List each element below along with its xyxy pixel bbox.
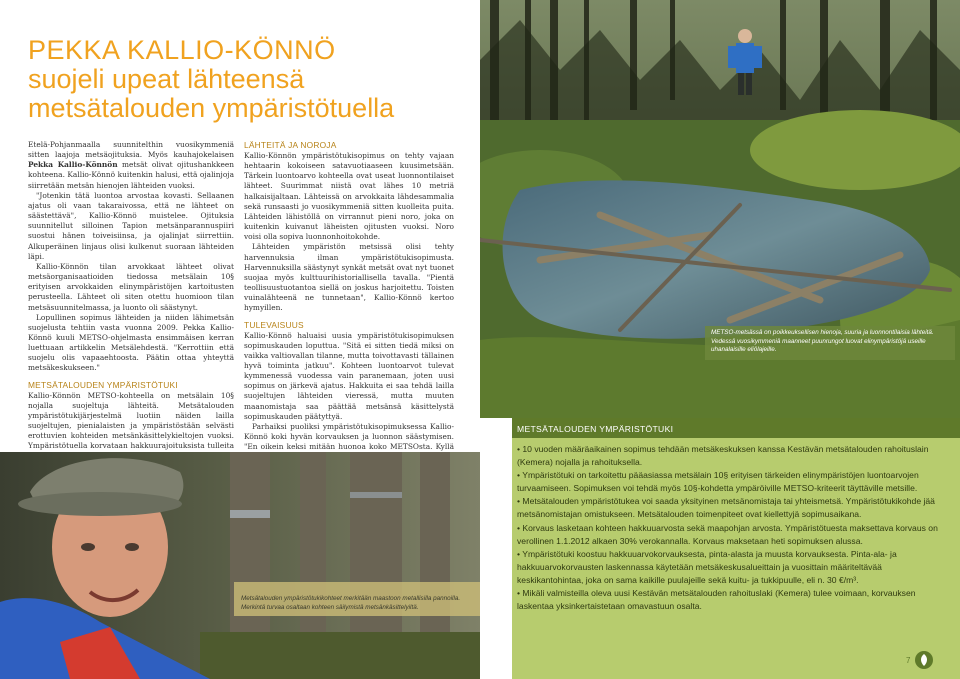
list-item-text: Metsätalouden ympäristötukea voi saada yksityinen metsänomistaja tai yhteismetsä. Ympäristötukikohde jää metsänomistajan omistukseen. Metsätalouden toimenpiteet ovat kiellettyjä sopimusaikana. <box>517 496 935 520</box>
subheading-tulevaisuus: TULEVAISUUS <box>244 319 304 330</box>
info-box-title: METSÄTALOUDEN YMPÄRISTÖTUKI <box>517 424 674 434</box>
forest-photo-caption: METSO-metsässä on poikkeuksellisen hienoja, suuria ja luonnontilaisia lähteitä. Vedessä vuosikymmeniä maanneet puunrungot luovat elinympäristöjä useille uhanalaisille eliölajeille. <box>705 326 955 360</box>
paragraph: Lopullinen sopimus lähteiden ja niiden lähimetsän suojelusta tehtiin vasta vuonna 2009. Pekka Kallio-Könnö kuuli METSO-ohjelmasta ensimmäisen kerran luettuaan artikkelin Metsälehdestä. "Kerrottiin että suojelu olis vapaaehtoosta. Päätin ottaa yhteyttä metsäkeskukseen." <box>28 312 234 373</box>
headline-line-3: metsätalouden ympäristötuella <box>28 93 395 123</box>
list-item: • 10 vuoden määräaikainen sopimus tehdään metsäkeskuksen kanssa Kestävän metsätalouden rahoituslain (Kemera) nojalla ja rahoituksella. <box>517 444 929 468</box>
intro-text-b: metsät olivat ojitushankkeen kohteena. Kallio-Könnö kuitenkin halusi, että ojalinjoja siirretään metsän hienojen lähteiden vuoksi. <box>28 160 234 190</box>
article-column-middle <box>244 140 454 493</box>
paragraph: Kallio-Könnön ympäristötukisopimus on tehty vajaan hehtaarin kokoiseen satavuotiaaseen kuusimetsään. Tärkein luontoarvo kohteella ovat useat luonnontilaiset lähteet. Suurimmat niistä ovat lähes 10 metriä halkaisijaltaan. Lähteissä on arvokkaita lähdesammalia sekä runsaasti jo vuosikymmeniä sitten kuolleita puita. Lähteiden lähistöllä on virrannut pieni noro, joka on kuitenkin kuivanut läheisten ojitusten vuoksi. Noro voisi olla sopiva luonnonhoitokohde. <box>244 151 454 242</box>
list-item-text: Korvaus lasketaan kohteen hakkuuarvosta sekä maapohjan arvosta. Ympäristötuesta maksettava korvaus on verollinen 1.1.2012 alkaen 30% verokannalla. Korvaus maksetaan heti sopimuksen alussa. <box>517 522 938 546</box>
headline-line-2: suojeli upeat lähteensä <box>28 64 305 94</box>
list-item-text: Ympäristötuki on tarkoitettu pääasiassa metsälain 10§ erityisen tärkeiden elinympäristöjen luontoarvojen turvaamiseen. Sopimuksen voi tehdä myös 10§-kohdetta ympäröiville METSO-kriteerit täyttäville metsille. <box>517 470 919 494</box>
page-number: 7 <box>906 656 911 665</box>
paragraph: Lähteiden ympäristön metsissä olisi tehty harvennuksia ilman ympäristötukisopimusta. Harvennuksilla säästynyt synkät metsät ovat nyt tuonet suojaa myös kulttuurihistoriallisella tavalla. "Pientä teollisuustuotantoa siellä on joskus harjoitettu. Toisten vuinalähteenä ne tunnetaan", Kallio-Könnö kertoo hymyillen. <box>244 242 454 313</box>
paragraph: Parhaiksi puoliksi ympäristötukisopimuksessa Kallio-Könnö koki hyvän korvauksen ja luonnon säästymisen. "En oikein keksi mitään huonoa koko METSOsta. Kyllä <box>244 421 454 452</box>
article-headline <box>28 36 448 123</box>
paragraph: Kallio-Könnö haluaisi uusia ympäristötukisopimuksen sopimuskauden loputtua. "Sitä ei sitten tiedä miksi on vaikka valtiovallan tilanne, mutta toivottavasti tällainen hyvä toiminta jatkuu". Kohteen luontoarvot tulevat kymmenessä vuodessa vain paranemaan, joten uusi sopimus on järkevä ajatus. Hakkuita ei saa tehdä lailla suojeltujen lähteiden vieressä, mutta muuten maanomistaja saa päättää metsänsä käsittelystä sopimuskauden päätyttyä. <box>244 330 454 421</box>
paragraph: Kallio-Könnön METSO-kohteella on metsälain 10§ nojalla suojeltuja lähteitä. Metsätalouden ympäristötukijärjestelmä luotiin näiden lailla suojeltujen, pienialaisten ja ympäristöstään selvästi erottuvien kohteiden metsänkäsittelykieltojen vuoksi. Ympäristötuella korvataan hakkuurajoituksista tulleita <box>28 390 234 451</box>
portrait-photo-caption: Metsätalouden ympäristötukikohteet merkitään maastoon metallisilla pannoilla. Merkintä turvaa osaltaan kohteen säilymistä metsänkäsittelyiltä. <box>234 582 480 616</box>
intro-text-a: Etelä-Pohjanmaalla suunnitelthin vuosikymmeniä sitten laajoja metsäojituksia. Myös kauhajokelaisen <box>28 140 234 160</box>
paragraph: "Jotenkin tätä luontoa arvostaa kovasti. Sellaanen ajatus oli vaan takaraivossa, että ne lähteet on säästettävä", Kallio-Könnö muistelee. Ojituksia suunnitellut silloinen Tapion metsänparannuspiiri suostui hänen toiveisiinsa, ja ojalinjat siirrettiin. Alkuperäinen linjaus olisi kulkenut suoraan lähteiden läpi. <box>28 190 234 261</box>
paragraph: Kallio-Könnön tilan arvokkaat lähteet olivat metsäorganisaatioiden tiedossa metsälain 10§ erityisen arvokkaiden elinympäristöjen kartoitusten perusteella. Lähteet oli siten otettu huomioon tilan metsäsuunnitelmassa, ja luonto oli säästynyt. <box>28 261 234 312</box>
subheading-ymparistotuki: METSÄTALOUDEN YMPÄRISTÖTUKI <box>28 379 178 390</box>
intro-paragraph <box>28 140 234 191</box>
list-item: • Ympäristötuki koostuu hakkuuarvokorvauksesta, pinta-alasta ja muusta korvauksesta. Pinta-ala- ja hakkuuarvokorvausten laskennassa käytetään metsäkeskusalueittain ja vuosittain määriteltävää keskikantohintaa, joka on sama kaikille puulajeille sekä kuitu- ja tukkipuulle, eli n. 30 €/m³. <box>517 548 897 585</box>
list-item-text: Ympäristötuki koostuu hakkuuarvokorvauksesta, pinta-alasta ja muusta korvauksesta. Pinta-ala- ja hakkuuarvokorvausten laskennassa käytetään metsäkeskusalueittain ja vuosittain määriteltävää keskikantohintaa, joka on sama kaikille puulajeille sekä kuitu- ja tukkipuulle, eli n. 30 €/m³. <box>517 548 897 585</box>
list-item: • Ympäristötuki on tarkoitettu pääasiassa metsälain 10§ erityisen tärkeiden elinympäristöjen luontoarvojen turvaamiseen. Sopimuksen voi tehdä myös 10§-kohdetta ympäröiville METSO-kriteerit täyttäville metsille. <box>517 470 919 494</box>
list-item: • Metsätalouden ympäristötukea voi saada yksityinen metsänomistaja tai yhteismetsä. Ympäristötukikohde jää metsänomistajan omistukseen. Metsätalouden toimenpiteet ovat kiellettyjä sopimusaikana. <box>517 496 935 520</box>
intro-person-name: Pekka Kallio-Könnön <box>28 160 118 170</box>
list-item-text: 10 vuoden määräaikainen sopimus tehdään metsäkeskuksen kanssa Kestävän metsätalouden rahoituslain (Kemera) nojalla ja rahoituksella. <box>517 444 929 468</box>
info-box-list <box>517 443 949 613</box>
portrait-illustration <box>0 452 480 679</box>
leaf-logo-icon <box>914 650 934 670</box>
headline-line-1: PEKKA KALLIO-KÖNNÖ <box>28 35 336 65</box>
list-item: • Korvaus lasketaan kohteen hakkuuarvosta sekä maapohjan arvosta. Ympäristötuesta maksettava korvaus on verollinen 1.1.2012 alkaen 30% verokannalla. Korvaus maksetaan heti sopimuksen alussa. <box>517 522 938 546</box>
subheading-lahteita: LÄHTEITÄ JA NOROJA <box>244 140 337 150</box>
list-item: • Mikäli valmisteilla oleva uusi Kestävän metsätalouden rahoituslaki (Kemera) tulee voimaan, korvauksen laskentaa yksinkertaistetaan omavastuun osalta. <box>517 588 916 612</box>
portrait-photo <box>0 452 480 679</box>
list-item-text: Mikäli valmisteilla oleva uusi Kestävän metsätalouden rahoituslaki (Kemera) tulee voimaan, korvauksen laskentaa yksinkertaistetaan omavastuun osalta. <box>517 588 916 612</box>
